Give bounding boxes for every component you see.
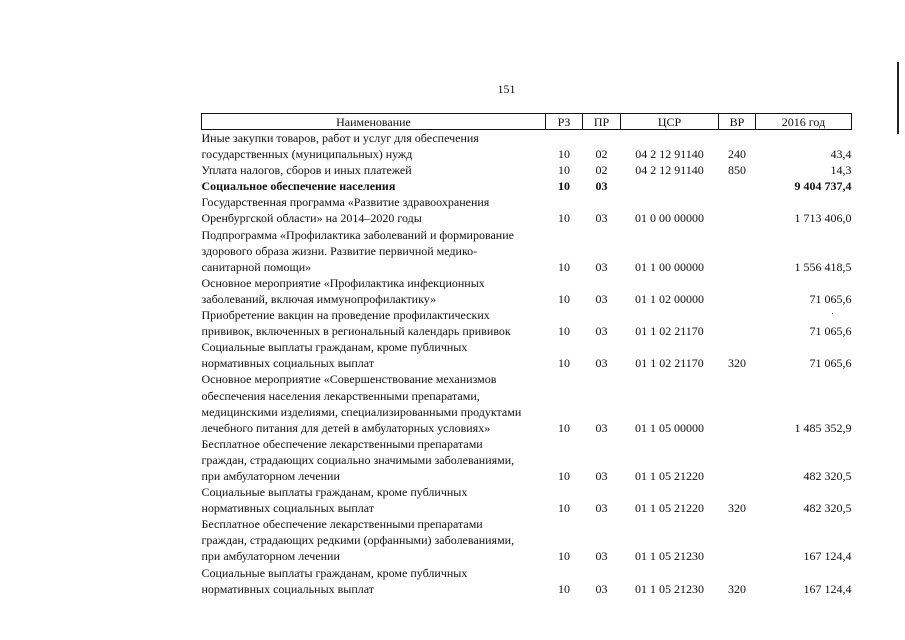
row-name-line: Социальные выплаты гражданам, кроме публичных	[201, 340, 468, 355]
row-pr: 03	[595, 291, 608, 306]
row-amount: 1 556 418,5	[794, 259, 852, 274]
row-vr: 240	[728, 147, 746, 162]
row-rz: 10	[558, 259, 570, 274]
row-rz: 10	[558, 324, 570, 339]
row-vr	[719, 227, 756, 275]
row-amount: 167 124,4	[803, 581, 852, 596]
row-csr: 04 2 12 91140	[635, 147, 704, 162]
row-name-line: при амбулаторном лечении	[201, 549, 340, 564]
row-pr: 03	[595, 179, 608, 194]
row-csr	[621, 178, 719, 194]
row-name-line: государственных (муниципальных) нужд	[201, 147, 413, 162]
row-name-line: Социальные выплаты гражданам, кроме публичных	[201, 565, 468, 580]
row-name-line: Социальные выплаты гражданам, кроме публичных	[201, 485, 468, 500]
row-vr: 320	[728, 581, 746, 596]
row-amount: 482 320,5	[803, 501, 852, 516]
row-csr: 01 1 02 00000	[635, 291, 704, 306]
row-name	[202, 307, 546, 339]
table-row	[202, 162, 852, 178]
row-amount: 14,3	[830, 163, 852, 178]
row-amount: 1 713 406,0	[794, 211, 852, 226]
row-amount: 71 065,6	[809, 291, 852, 306]
budget-table	[201, 113, 852, 597]
row-rz: 10	[558, 581, 570, 596]
table-row	[202, 565, 852, 597]
table-row	[202, 227, 852, 275]
row-vr	[719, 194, 756, 226]
row-pr: 03	[595, 501, 608, 516]
row-name	[202, 436, 546, 484]
row-rz: 10	[558, 356, 570, 371]
row-amount: 167 124,4	[803, 549, 852, 564]
table-row	[202, 307, 852, 339]
row-csr: 01 1 05 21220	[635, 468, 704, 483]
row-amount: 43,4	[830, 147, 852, 162]
row-rz: 10	[558, 163, 570, 178]
row-vr: 320	[728, 501, 746, 516]
header-csr: ЦСР	[621, 114, 719, 130]
row-csr: 01 1 05 21230	[635, 581, 704, 596]
row-name	[202, 484, 546, 516]
row-pr: 02	[595, 147, 608, 162]
row-name-line: Бесплатное обеспечение лекарственными препаратами	[201, 436, 483, 451]
row-pr: 03	[595, 324, 608, 339]
row-name-line: Уплата налогов, сборов и иных платежей	[201, 163, 412, 178]
row-name-line: санитарной помощи»	[201, 259, 312, 274]
row-rz: 10	[558, 549, 570, 564]
row-vr	[719, 371, 756, 435]
row-rz: 10	[558, 179, 570, 194]
row-csr: 04 2 12 91140	[635, 163, 704, 178]
row-vr	[719, 307, 756, 339]
table-row	[202, 194, 852, 226]
row-name	[202, 339, 546, 371]
header-pr: ПР	[583, 114, 621, 130]
row-name-line: Бесплатное обеспечение лекарственными препаратами	[201, 517, 483, 532]
row-name-line: Приобретение вакцин на проведение профилактических	[201, 308, 490, 323]
row-name-line: здорового образа жизни. Развитие первичной медико-	[201, 243, 478, 258]
row-name	[202, 516, 546, 564]
row-pr: 03	[595, 468, 608, 483]
row-vr: 850	[728, 163, 746, 178]
table-body	[202, 130, 852, 597]
row-name-line: Оренбургской области» на 2014–2020 годы	[201, 211, 422, 226]
table-row	[202, 275, 852, 307]
row-csr: 01 1 05 00000	[635, 420, 704, 435]
row-rz: 10	[558, 147, 570, 162]
row-csr: 01 1 02 21170	[635, 324, 704, 339]
table-row	[202, 516, 852, 564]
row-name-line: Подпрограмма «Профилактика заболеваний и формирование	[201, 227, 514, 242]
row-pr: 03	[595, 259, 608, 274]
row-csr: 01 1 00 00000	[635, 259, 704, 274]
row-name	[202, 275, 546, 307]
row-name-line: лечебного питания для детей в амбулаторных условиях»	[201, 420, 491, 435]
row-pr: 03	[595, 581, 608, 596]
row-name-line: Основное мероприятие «Совершенствование механизмов	[201, 372, 497, 387]
row-pr: 03	[595, 356, 608, 371]
table-row	[202, 339, 852, 371]
row-name-line: граждан, страдающих социально значимыми заболеваниями,	[201, 452, 515, 467]
row-name	[202, 178, 546, 194]
header-vr: ВР	[719, 114, 756, 130]
header-rz: РЗ	[546, 114, 583, 130]
row-name-line: обеспечения населения лекарственными препаратами,	[201, 388, 480, 403]
header-name: Наименование	[202, 114, 546, 130]
row-vr	[719, 275, 756, 307]
row-name-line: нормативных социальных выплат	[201, 501, 375, 516]
row-name-line: граждан, страдающих редкими (орфанными) заболеваниями,	[201, 533, 515, 548]
row-csr: 01 1 02 21170	[635, 356, 704, 371]
table-row	[202, 436, 852, 484]
row-pr: 03	[595, 420, 608, 435]
row-amount: 482 320,5	[803, 468, 852, 483]
row-rz: 10	[558, 501, 570, 516]
row-name	[202, 130, 546, 163]
row-rz: 10	[558, 291, 570, 306]
row-name-line: медицинскими изделиями, специализированными продуктами	[201, 404, 522, 419]
row-vr	[719, 178, 756, 194]
row-name-line: Иные закупки товаров, работ и услуг для обеспечения	[201, 131, 479, 145]
row-rz: 10	[558, 211, 570, 226]
row-csr: 01 0 00 00000	[635, 211, 704, 226]
row-vr	[719, 516, 756, 564]
row-rz: 10	[558, 420, 570, 435]
row-name	[202, 227, 546, 275]
table-row	[202, 130, 852, 163]
row-name	[202, 565, 546, 597]
table-header-row	[202, 114, 852, 130]
table-row	[202, 371, 852, 435]
row-pr: 03	[595, 549, 608, 564]
row-vr	[719, 436, 756, 484]
row-name-line: Социальное обеспечение населения	[201, 179, 396, 194]
row-name	[202, 371, 546, 435]
row-name-line: при амбулаторном лечении	[201, 468, 340, 483]
row-name	[202, 194, 546, 226]
row-name-line: нормативных социальных выплат	[201, 581, 375, 596]
scan-edge-mark	[897, 62, 899, 134]
page-number: 151	[497, 82, 516, 96]
row-csr: 01 1 05 21220	[635, 501, 704, 516]
table-row	[202, 178, 852, 194]
row-pr: 02	[595, 163, 608, 178]
row-amount: 9 404 737,4	[794, 179, 852, 194]
row-name	[202, 162, 546, 178]
row-vr: 320	[728, 356, 746, 371]
row-amount: 71 065,6	[809, 324, 852, 339]
table-row	[202, 484, 852, 516]
row-csr: 01 1 05 21230	[635, 549, 704, 564]
row-name-line: Основное мероприятие «Профилактика инфекционных	[201, 275, 485, 290]
row-pr: 03	[595, 211, 608, 226]
row-name-line: нормативных социальных выплат	[201, 356, 375, 371]
header-year: 2016 год	[756, 114, 852, 130]
row-name-line: Государственная программа «Развитие здравоохранения	[201, 195, 490, 210]
row-name-line: заболеваний, включая иммунопрофилактику»	[201, 291, 437, 306]
row-rz: 10	[558, 468, 570, 483]
row-amount: 71 065,6	[809, 356, 852, 371]
row-amount: 1 485 352,9	[794, 420, 852, 435]
row-name-line: прививок, включенных в региональный календарь прививок	[201, 324, 511, 339]
